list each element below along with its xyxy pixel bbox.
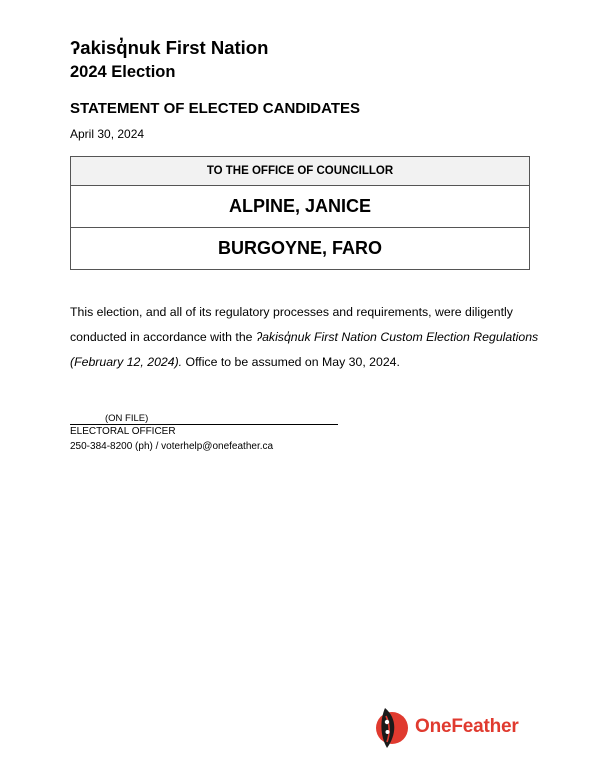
nation-title: ʔakisq̓nuk First Nation bbox=[70, 37, 269, 58]
office-header: TO THE OFFICE OF COUNCILLOR bbox=[71, 157, 530, 186]
statement-heading: STATEMENT OF ELECTED CANDIDATES bbox=[70, 100, 360, 117]
feather-emblem-icon bbox=[373, 704, 409, 750]
signature-on-file: (ON FILE) bbox=[105, 413, 149, 424]
onefeather-logo bbox=[373, 704, 519, 750]
logo-text: OneFeather bbox=[415, 716, 519, 737]
signature-line bbox=[70, 410, 338, 425]
officer-title: ELECTORAL OFFICER bbox=[70, 426, 176, 437]
candidate-row: ALPINE, JANICE bbox=[71, 186, 530, 228]
paragraph-text-after: Office to be assumed on May 30, 2024. bbox=[182, 355, 400, 369]
candidate-row: BURGOYNE, FARO bbox=[71, 228, 530, 270]
election-title: 2024 Election bbox=[70, 63, 176, 81]
results-table bbox=[70, 156, 530, 270]
certification-paragraph bbox=[70, 300, 540, 375]
regulations-title: ʔakisq̓nuk First Nation Custom Election Regulations (February 12, 2024). bbox=[70, 330, 539, 369]
paragraph-text-before: This election, and all of its regulatory processes and requirements, were diligently conducted in accordance with the bbox=[70, 305, 513, 344]
statement-date: April 30, 2024 bbox=[70, 127, 145, 141]
officer-contact: 250-384-8200 (ph) / voterhelp@onefeather.ca bbox=[70, 441, 274, 452]
